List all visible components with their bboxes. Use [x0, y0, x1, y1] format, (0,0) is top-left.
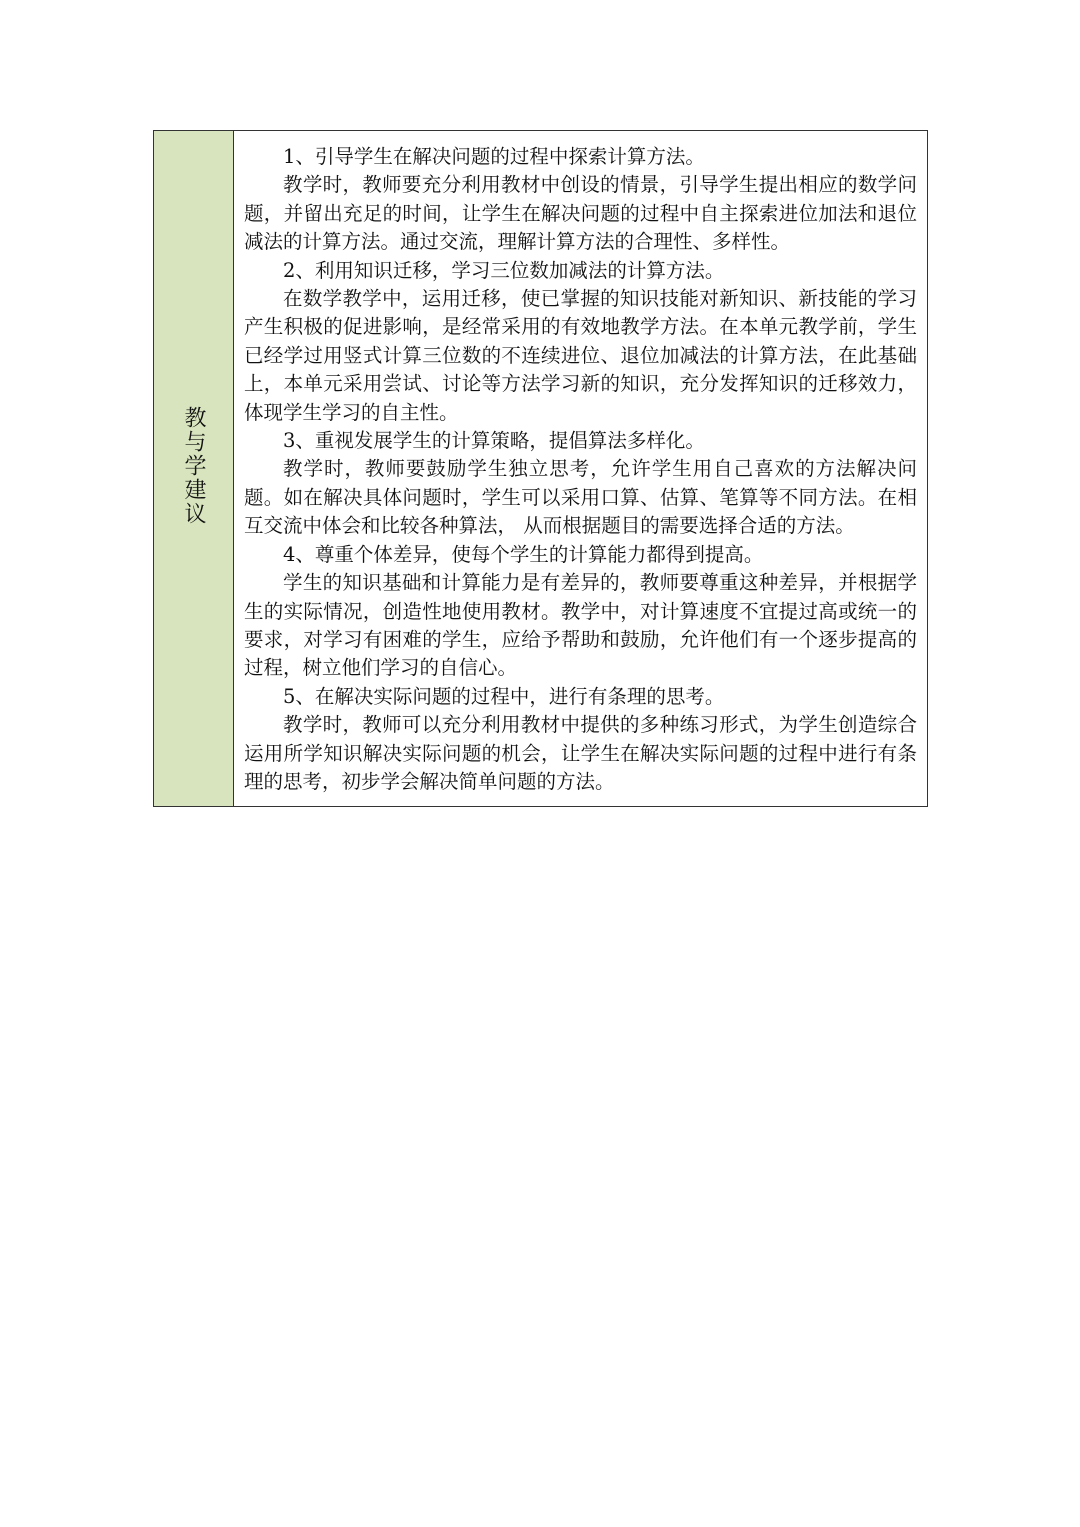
- paragraph-body-5: 教学时，教师可以充分利用教材中提供的多种练习形式，为学生创造综合运用所学知识解决实际问题的机会，让学生在解决实际问题的过程中进行有条理的思考，初步学会解决简单问题的方法。: [244, 713, 917, 793]
- paragraph-heading-3: 3、重视发展学生的计算策略，提倡算法多样化。: [283, 429, 705, 453]
- paragraph-heading-1: 1、引导学生在解决问题的过程中探索计算方法。: [283, 145, 705, 168]
- paragraph-body-2: 在数学教学中，运用迁移，使已掌握的知识技能对新知识、新技能的学习产生积极的促进影响，是经常采用的有效地教学方法。在本单元教学前，学生已经学过用竖式计算三位数的不连续进位、退位加减法的计算方法，在此基础上，本单元采用尝试、讨论等方法学习新的知识，充分发挥知识的迁移效力，体现学生学习的自主性。: [244, 287, 917, 424]
- paragraph-heading-2: 2、利用知识迁移，学习三位数加减法的计算方法。: [283, 258, 725, 282]
- paragraph-body-1: 教学时，教师要充分利用教材中创设的情景，引导学生提出相应的数学问题，并留出充足的时间，让学生在解决问题的过程中自主探索进位加法和退位减法的计算方法。通过交流，理解计算方法的合理性、多样性。: [244, 173, 917, 254]
- row-label-cell: [154, 131, 234, 807]
- suggestion-table: [153, 130, 928, 807]
- row-label: 教与学建议: [181, 406, 206, 527]
- paragraph-heading-5: 5、在解决实际问题的过程中，进行有条理的思考。: [283, 684, 725, 708]
- paragraph-body-3: 教学时，教师要鼓励学生独立思考，允许学生用自己喜欢的方法解决问题。如在解决具体问题时，学生可以采用口算、估算、笔算等不同方法。在相互交流中体会和比较各种算法， 从而根据题目的需要选择合适的方法。: [244, 457, 917, 538]
- table-row: [154, 131, 928, 807]
- paragraph-body-4: 学生的知识基础和计算能力是有差异的，教师要尊重这种差异，并根据学生的实际情况，创造性地使用教材。教学中，对计算速度不宜提过高或统一的要求，对学习有困难的学生，应给予帮助和鼓励，允许他们有一个逐步提高的过程，树立他们学习的自信心。: [244, 571, 917, 680]
- content-cell: [234, 131, 928, 807]
- paragraph-heading-4: 4、尊重个体差异，使每个学生的计算能力都得到提高。: [283, 542, 764, 566]
